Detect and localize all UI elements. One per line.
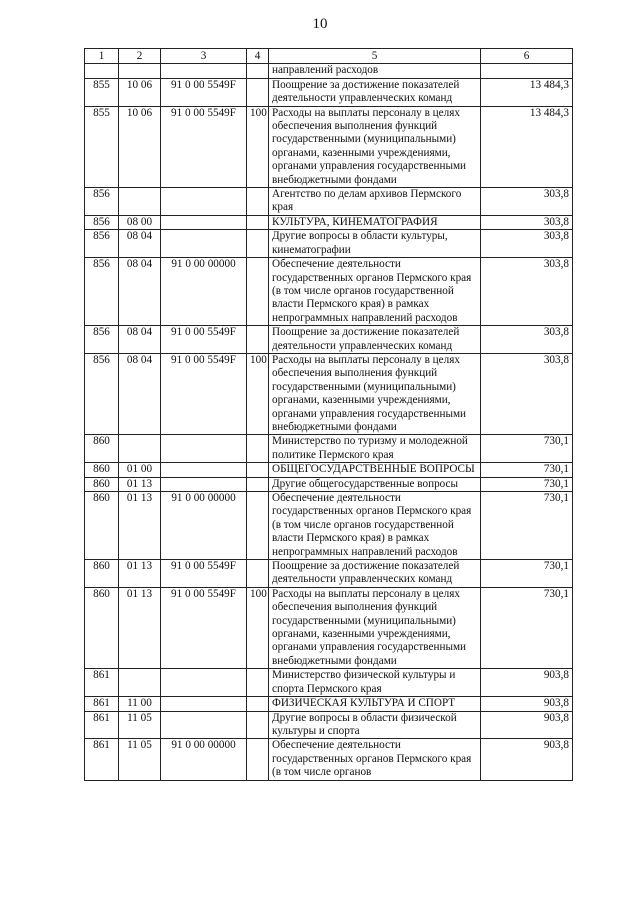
target-article-cell: 91 0 00 5549F — [161, 353, 247, 434]
target-article-cell: 91 0 00 00000 — [161, 739, 247, 780]
section-code-cell: 01 13 — [119, 477, 161, 491]
expense-type-cell — [247, 435, 269, 463]
header-cell-2: 2 — [119, 49, 161, 64]
expense-type-cell — [247, 492, 269, 560]
item-name-cell: Поощрение за достижение показателей деятельности управленческих команд — [269, 560, 481, 588]
item-name-cell: ОБЩЕГОСУДАРСТВЕННЫЕ ВОПРОСЫ — [269, 463, 481, 477]
item-name-cell: Обеспечение деятельности государственных органов Пермского края (в том числе органов государственной власти Пермского края) в рамках непрограммных направлений расходов — [269, 258, 481, 326]
admin-code-cell: 861 — [85, 739, 119, 780]
section-code-cell: 10 06 — [119, 78, 161, 106]
amount-cell — [481, 64, 573, 78]
target-article-cell: 91 0 00 5549F — [161, 587, 247, 668]
item-name-cell: Министерство физической культуры и спорта Пермского края — [269, 669, 481, 697]
expense-type-cell — [247, 669, 269, 697]
target-article-cell — [161, 435, 247, 463]
expense-type-cell — [247, 326, 269, 354]
section-code-cell: 08 04 — [119, 258, 161, 326]
admin-code-cell: 855 — [85, 106, 119, 187]
admin-code-cell: 855 — [85, 78, 119, 106]
amount-cell: 303,8 — [481, 258, 573, 326]
admin-code-cell: 860 — [85, 560, 119, 588]
table-row — [85, 697, 573, 711]
amount-cell: 13 484,3 — [481, 78, 573, 106]
table-row — [85, 258, 573, 326]
table-row — [85, 78, 573, 106]
section-code-cell — [119, 435, 161, 463]
table-row — [85, 326, 573, 354]
expense-type-cell — [247, 739, 269, 780]
section-code-cell: 11 05 — [119, 739, 161, 780]
expense-type-cell: 100 — [247, 587, 269, 668]
target-article-cell — [161, 697, 247, 711]
amount-cell: 730,1 — [481, 560, 573, 588]
admin-code-cell: 861 — [85, 697, 119, 711]
item-name-cell: Поощрение за достижение показателей деятельности управленческих команд — [269, 326, 481, 354]
target-article-cell — [161, 711, 247, 739]
item-name-cell: Обеспечение деятельности государственных органов Пермского края (в том числе органов — [269, 739, 481, 780]
section-code-cell: 08 04 — [119, 230, 161, 258]
section-code-cell: 01 13 — [119, 492, 161, 560]
admin-code-cell: 856 — [85, 326, 119, 354]
section-code-cell: 11 05 — [119, 711, 161, 739]
item-name-cell: ФИЗИЧЕСКАЯ КУЛЬТУРА И СПОРТ — [269, 697, 481, 711]
admin-code-cell — [85, 64, 119, 78]
amount-cell: 903,8 — [481, 739, 573, 780]
admin-code-cell: 860 — [85, 587, 119, 668]
header-cell-4: 4 — [247, 49, 269, 64]
item-name-cell: Расходы на выплаты персоналу в целях обеспечения выполнения функций государственными (муниципальными) органами, казенными учреждениями, органами управления государственными внебюджетными фондами — [269, 353, 481, 434]
expense-type-cell — [247, 477, 269, 491]
expense-type-cell — [247, 258, 269, 326]
table-row — [85, 463, 573, 477]
amount-cell: 730,1 — [481, 587, 573, 668]
section-code-cell: 01 13 — [119, 587, 161, 668]
page-number: 10 — [312, 16, 328, 32]
table-row — [85, 560, 573, 588]
section-code-cell: 08 00 — [119, 215, 161, 229]
section-code-cell: 08 04 — [119, 353, 161, 434]
target-article-cell — [161, 477, 247, 491]
amount-cell: 13 484,3 — [481, 106, 573, 187]
header-row — [85, 49, 573, 64]
admin-code-cell: 860 — [85, 463, 119, 477]
expense-type-cell — [247, 711, 269, 739]
target-article-cell — [161, 463, 247, 477]
section-code-cell — [119, 669, 161, 697]
expense-type-cell: 100 — [247, 106, 269, 187]
section-code-cell: 01 00 — [119, 463, 161, 477]
amount-cell: 303,8 — [481, 326, 573, 354]
table-row — [85, 669, 573, 697]
expense-type-cell — [247, 78, 269, 106]
item-name-cell: Обеспечение деятельности государственных органов Пермского края (в том числе органов государственной власти Пермского края) в рамках непрограммных направлений расходов — [269, 492, 481, 560]
amount-cell: 303,8 — [481, 188, 573, 216]
table-row — [85, 215, 573, 229]
item-name-cell: Другие общегосударственные вопросы — [269, 477, 481, 491]
table-row — [85, 477, 573, 491]
admin-code-cell: 861 — [85, 669, 119, 697]
item-name-cell: КУЛЬТУРА, КИНЕМАТОГРАФИЯ — [269, 215, 481, 229]
table-row — [85, 64, 573, 78]
admin-code-cell: 860 — [85, 435, 119, 463]
section-code-cell: 11 00 — [119, 697, 161, 711]
admin-code-cell: 856 — [85, 215, 119, 229]
target-article-cell — [161, 188, 247, 216]
target-article-cell: 91 0 00 00000 — [161, 492, 247, 560]
item-name-cell: Другие вопросы в области культуры, кинематографии — [269, 230, 481, 258]
amount-cell: 730,1 — [481, 435, 573, 463]
target-article-cell — [161, 215, 247, 229]
amount-cell: 903,8 — [481, 697, 573, 711]
table-row — [85, 711, 573, 739]
section-code-cell — [119, 64, 161, 78]
admin-code-cell: 860 — [85, 477, 119, 491]
table-row — [85, 106, 573, 187]
table-row — [85, 492, 573, 560]
expense-type-cell — [247, 697, 269, 711]
section-code-cell: 10 06 — [119, 106, 161, 187]
table-row — [85, 435, 573, 463]
amount-cell: 730,1 — [481, 463, 573, 477]
table-row — [85, 353, 573, 434]
table-body — [85, 64, 573, 780]
expense-type-cell — [247, 188, 269, 216]
admin-code-cell: 861 — [85, 711, 119, 739]
target-article-cell: 91 0 00 5549F — [161, 78, 247, 106]
expense-type-cell: 100 — [247, 353, 269, 434]
amount-cell: 303,8 — [481, 215, 573, 229]
expense-type-cell — [247, 560, 269, 588]
item-name-cell: Агентство по делам архивов Пермского края — [269, 188, 481, 216]
expense-type-cell — [247, 463, 269, 477]
table-row — [85, 587, 573, 668]
expense-type-cell — [247, 230, 269, 258]
item-name-cell: Расходы на выплаты персоналу в целях обеспечения выполнения функций государственными (муниципальными) органами, казенными учреждениями, органами управления государственными внебюджетными фондами — [269, 106, 481, 187]
target-article-cell: 91 0 00 5549F — [161, 560, 247, 588]
amount-cell: 730,1 — [481, 477, 573, 491]
amount-cell: 303,8 — [481, 353, 573, 434]
header-cell-3: 3 — [161, 49, 247, 64]
section-code-cell — [119, 188, 161, 216]
item-name-cell: Другие вопросы в области физической культуры и спорта — [269, 711, 481, 739]
expense-type-cell — [247, 215, 269, 229]
header-cell-1: 1 — [85, 49, 119, 64]
target-article-cell: 91 0 00 5549F — [161, 326, 247, 354]
item-name-cell: Поощрение за достижение показателей деятельности управленческих команд — [269, 78, 481, 106]
admin-code-cell: 856 — [85, 258, 119, 326]
admin-code-cell: 856 — [85, 230, 119, 258]
section-code-cell: 08 04 — [119, 326, 161, 354]
item-name-cell: Расходы на выплаты персоналу в целях обеспечения выполнения функций государственными (муниципальными) органами, казенными учреждениями, органами управления государственными внебюджетными фондами — [269, 587, 481, 668]
target-article-cell — [161, 669, 247, 697]
header-cell-6: 6 — [481, 49, 573, 64]
item-name-cell: направлений расходов — [269, 64, 481, 78]
amount-cell: 730,1 — [481, 492, 573, 560]
table-row — [85, 739, 573, 780]
item-name-cell: Министерство по туризму и молодежной политике Пермского края — [269, 435, 481, 463]
amount-cell: 903,8 — [481, 669, 573, 697]
table-row — [85, 188, 573, 216]
expense-type-cell — [247, 64, 269, 78]
target-article-cell — [161, 230, 247, 258]
amount-cell: 903,8 — [481, 711, 573, 739]
admin-code-cell: 860 — [85, 492, 119, 560]
admin-code-cell: 856 — [85, 188, 119, 216]
target-article-cell: 91 0 00 5549F — [161, 106, 247, 187]
target-article-cell: 91 0 00 00000 — [161, 258, 247, 326]
admin-code-cell: 856 — [85, 353, 119, 434]
budget-table — [84, 48, 573, 781]
header-cell-5: 5 — [269, 49, 481, 64]
amount-cell: 303,8 — [481, 230, 573, 258]
target-article-cell — [161, 64, 247, 78]
table-row — [85, 230, 573, 258]
section-code-cell: 01 13 — [119, 560, 161, 588]
